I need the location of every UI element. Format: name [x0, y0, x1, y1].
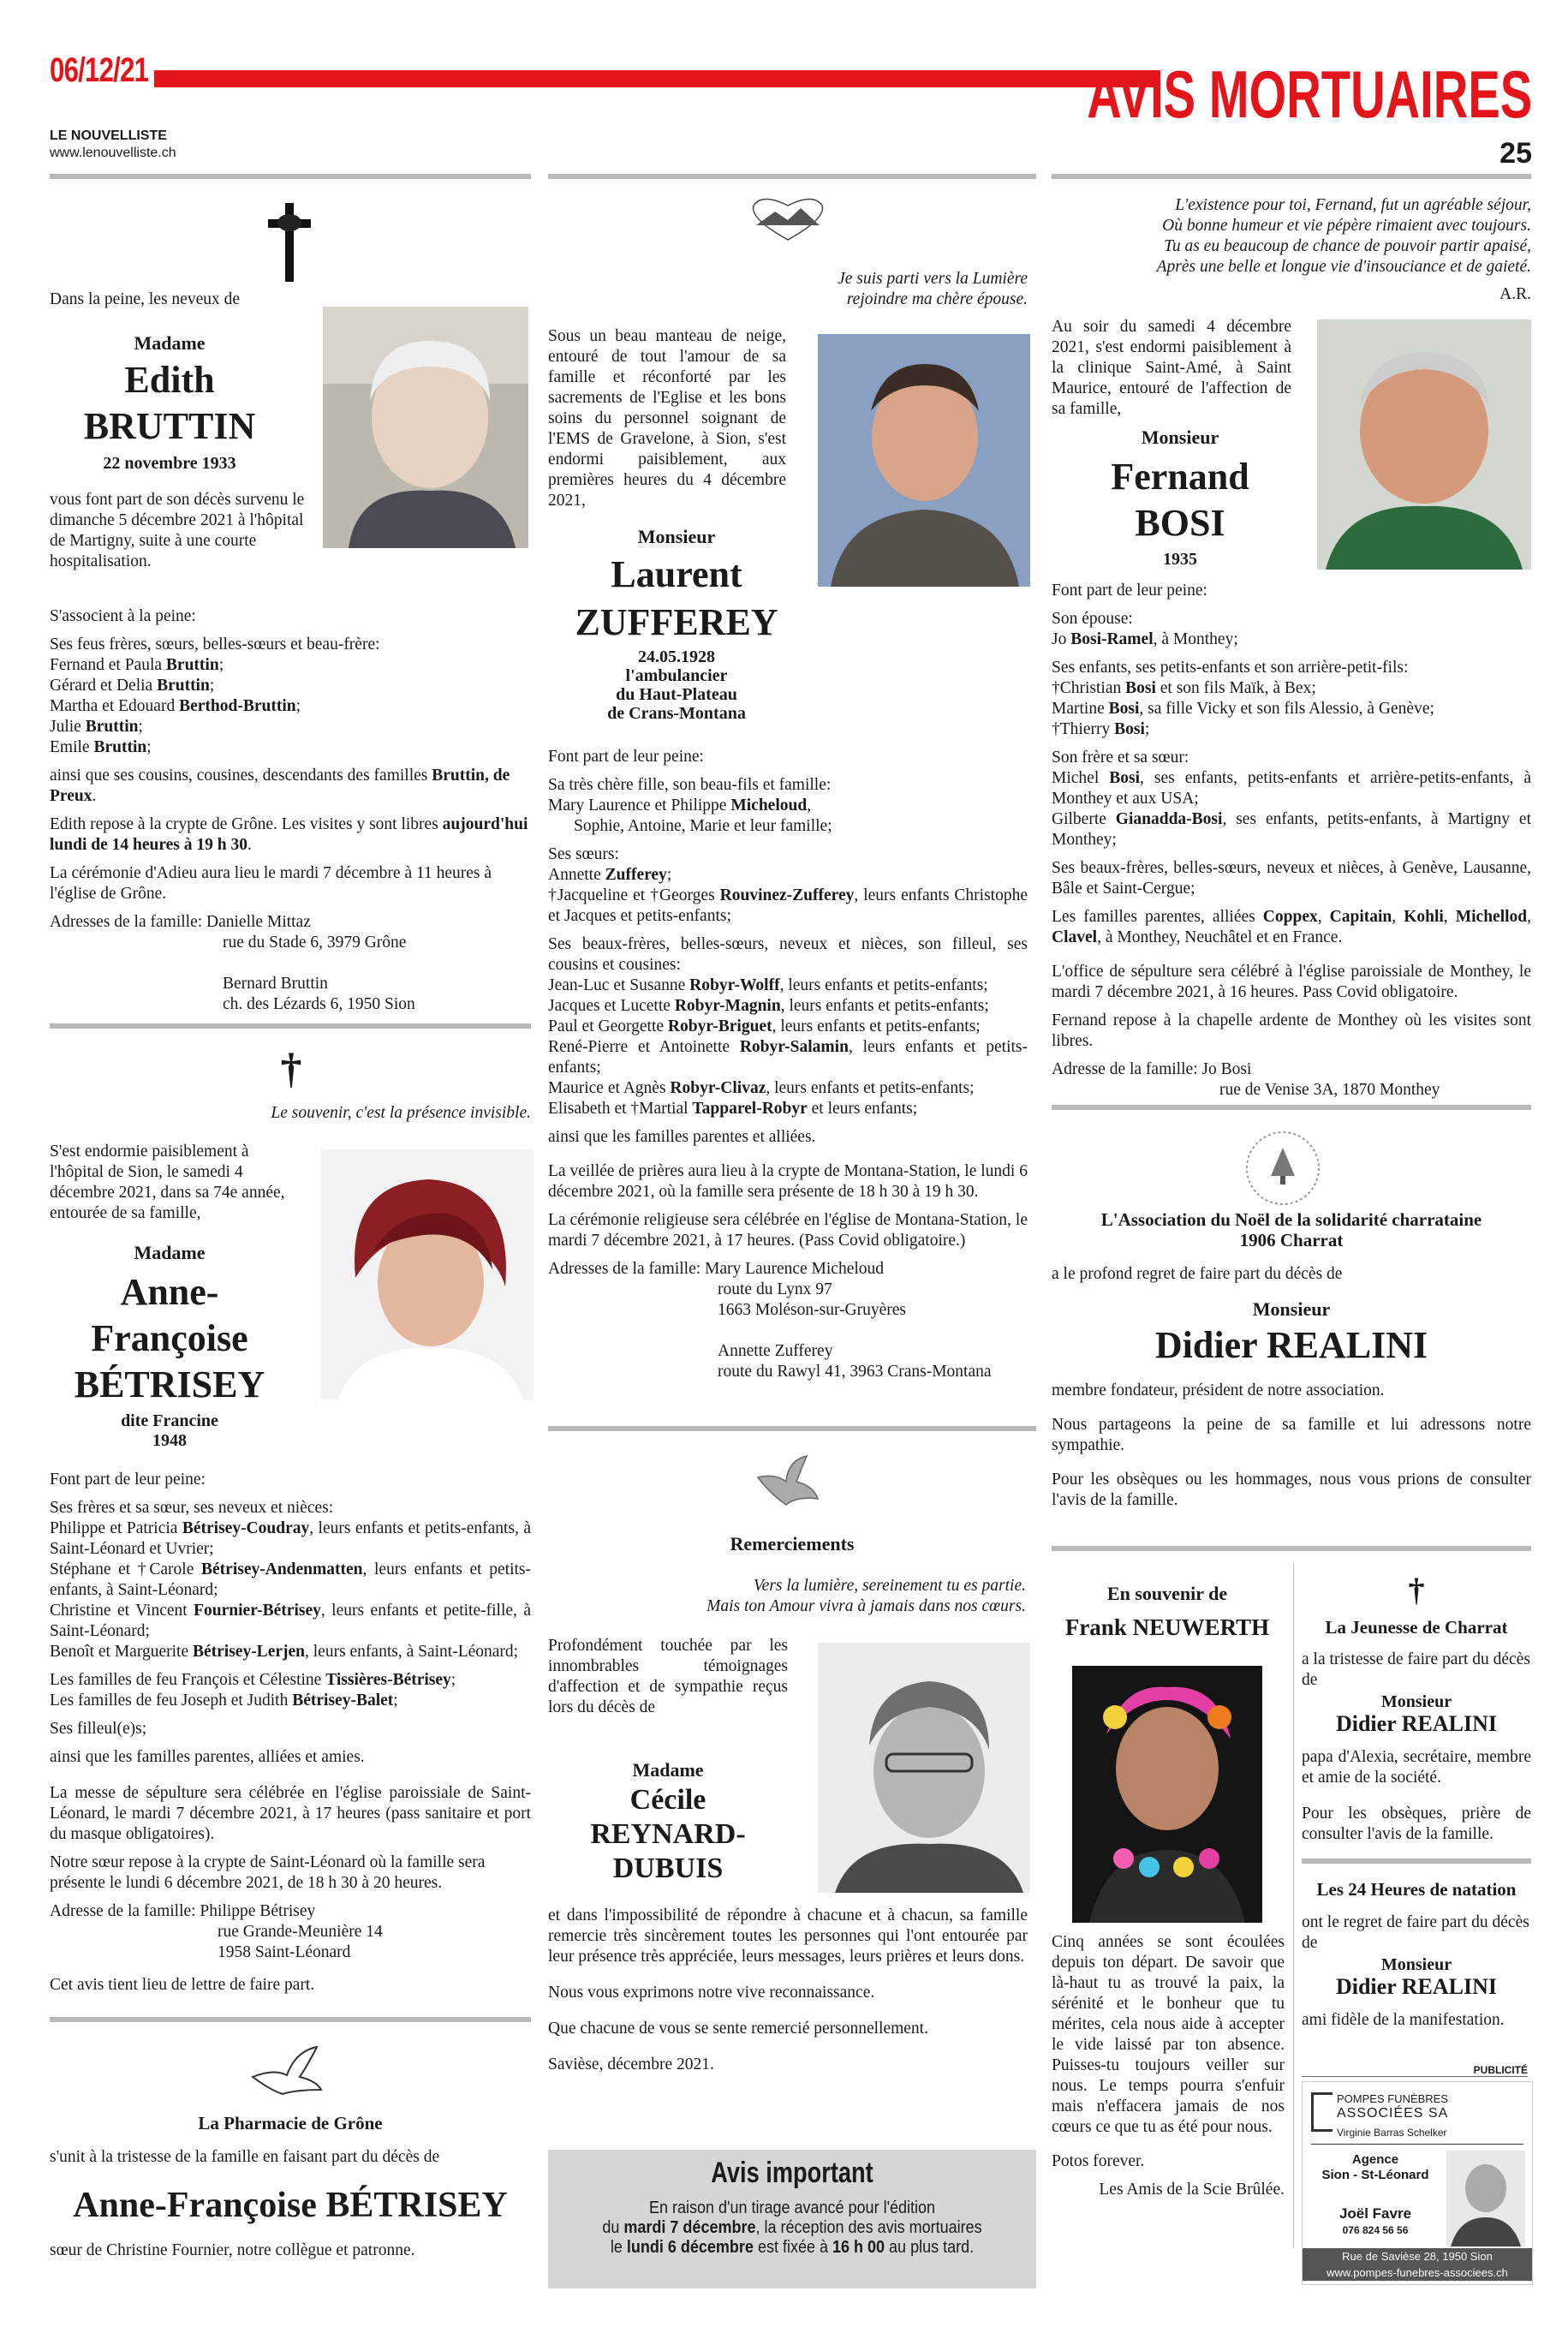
bosi-l1b: Bosi-Ramel — [1070, 630, 1154, 648]
bruttin-l3e: ; — [295, 697, 301, 715]
betrisey-l4: Benoît et Marguerite — [50, 1643, 193, 1661]
bosi-p7: L'office de sépulture sera célébré à l'église paroissiale de Monthey, le mardi 7 décembre 2021, à 16 heures. Pass Covid obligatoire. — [1052, 963, 1531, 1001]
jeunesse-p1: papa d'Alexia, secrétaire, membre et amie de la société. — [1302, 1748, 1531, 1787]
betrisey-l4e: , leurs enfants, à Saint-Léonard; — [305, 1643, 519, 1661]
bosi-l6e: , ses enfants, petits-enfants, à Martigny et Monthey; — [1052, 810, 1531, 849]
paper-site: www.lenouvelliste.ch — [50, 146, 176, 160]
pub-photo — [1446, 2151, 1525, 2246]
important-l3b: lundi 6 décembre — [626, 2238, 754, 2257]
pub-label: PUBLICITÉ — [1302, 2064, 1528, 2077]
bosi-p6g: , — [1443, 908, 1456, 926]
bruttin-l5e: ; — [146, 738, 152, 756]
bosi-intro: Au soir du samedi 4 décembre 2021, s'est endormi paisiblement à la clinique Saint-Amé, à Saint Maurice, entouré de l'affection de sa famille, — [1052, 318, 1291, 418]
heart-mountain-icon — [741, 193, 835, 244]
col1-top-rule — [50, 174, 531, 179]
pub-agency1: Agence — [1351, 2152, 1399, 2167]
zufferey-title: Monsieur — [637, 526, 716, 547]
bosi-l5b: Bosi — [1109, 769, 1141, 787]
zufferey-intro: Sous un beau manteau de neige, entouré de tout l'amour de sa famille et réconforté par les sacrements de l'Eglise et les bons soins du personnel soignant de l'EMS de Gravelone, à Sion, s'est endormi paisiblement, aux premières heures du 4 décembre 2021, — [548, 327, 786, 510]
zufferey-l3b: Zufferey — [605, 866, 667, 884]
bosi-p3: Ses enfants, ses petits-enfants et son arrière-petit-fils: — [1052, 659, 1409, 677]
jeunesse-title: Monsieur — [1380, 1692, 1452, 1711]
bruttin-l2: Gérard et Delia — [50, 677, 158, 695]
bosi-l4b: Bosi — [1114, 720, 1145, 738]
bosi-p6e: , — [1392, 908, 1404, 926]
betrisey-p6: Notre sœur repose à la crypte de Saint-Léonard où la famille sera présente le lundi 6 décembre 2021, de 18 h 30 à 20 heures. — [50, 1853, 486, 1892]
zufferey-l2: Sophie, Antoine, Marie et leur famille; — [574, 817, 832, 835]
zufferey-l10e: et leurs enfants; — [807, 1100, 918, 1118]
important-l3a: le — [610, 2238, 627, 2257]
zufferey-l1e: , — [807, 797, 812, 814]
bosi-l4: †Thierry — [1052, 720, 1115, 738]
bruttin-p6: La cérémonie d'Adieu aura lieu le mardi 7 décembre à 11 heures à l'église de Grône. — [50, 864, 492, 903]
betrisey-p7: Cet avis tient lieu de lettre de faire part. — [50, 1976, 315, 1994]
neuwerth-body — [1052, 1932, 1285, 2208]
bruttin-body — [50, 606, 531, 1015]
betrisey-dite: dite Francine — [121, 1411, 218, 1430]
betrisey-p3: Ses filleul(e)s; — [50, 1720, 147, 1738]
zufferey-p3: Ses sœurs: — [548, 845, 619, 863]
betrisey-l3e: , leurs enfants et petite-fille, à Saint-Léonard; — [50, 1602, 531, 1640]
pub-line2: ASSOCIÉES SA — [1337, 2106, 1449, 2121]
pub-logo-icon — [1311, 2092, 1333, 2132]
bruttin-address — [50, 912, 531, 1015]
reynard-p2: Nous vous exprimons notre vive reconnaissance. — [548, 1984, 875, 2002]
betrisey-title: Madame — [134, 1242, 206, 1263]
bruttin-l2b: Bruttin — [157, 677, 210, 695]
zufferey-l4b: Rouvinez-Zufferey — [719, 886, 855, 904]
zufferey-p6: La veillée de prières aura lieu à la crypte de Montana-Station, le lundi 6 décembre 2021, où la famille sera présente de 18 h 30 à 19 h 30. — [548, 1162, 1028, 1201]
neuwerth-photo — [1072, 1666, 1262, 1923]
bosi-sign: A.R. — [1499, 285, 1531, 303]
zufferey-l8e: , leurs enfants et petits-enfants; — [548, 1038, 1028, 1077]
pub-separator — [1311, 2144, 1523, 2145]
bosi-p6b: Coppex — [1262, 908, 1318, 926]
zufferey-p5: ainsi que les familles parentes et alliées. — [548, 1128, 816, 1146]
betrisey-l5e: ; — [450, 1671, 456, 1689]
zufferey-l7: Paul et Georgette — [548, 1017, 668, 1035]
betrisey-l2b: Bétrisey-Andenmatten — [201, 1560, 363, 1578]
jeunesse-name: Didier REALINI — [1335, 1711, 1498, 1736]
neuwerth-p3: Les Amis de la Scie Brûlée. — [1099, 2181, 1285, 2199]
zufferey-l6: Jacques et Lucette — [548, 997, 675, 1015]
betrisey-addr2: 1958 Saint-Léonard — [218, 1943, 351, 1961]
zufferey-fam2 — [548, 844, 1028, 927]
bosi-addr-label: Adresse de la famille: Jo Bosi — [1052, 1060, 1252, 1078]
pub-person: Joël Favre — [1338, 2205, 1412, 2222]
zufferey-p1: Font part de leur peine: — [548, 748, 704, 766]
noel-org1: L'Association du Noël de la solidarité charrataine — [1100, 1209, 1482, 1230]
betrisey-address — [50, 1901, 531, 1963]
bruttin-l4: Julie — [50, 718, 86, 736]
zufferey-l7b: Robyr-Briguet — [667, 1017, 772, 1035]
bosi-l3: Martine — [1052, 700, 1109, 718]
bruttin-addr3: ch. des Lézards 6, 1950 Sion — [223, 995, 415, 1013]
zufferey-l1b: Micheloud — [730, 797, 808, 814]
bosi-first: Fernand — [1111, 456, 1249, 498]
zufferey-l9e: , leurs enfants et petits-enfants; — [766, 1079, 975, 1097]
bosi-title: Monsieur — [1141, 427, 1219, 448]
bosi-photo — [1317, 319, 1531, 570]
bruttin-l5: Emile — [50, 738, 94, 756]
zufferey-l4: †Jacqueline et †Georges — [548, 886, 720, 904]
bruttin-p4 — [50, 766, 531, 807]
bosi-l2e: et son fils Maïk, à Bex; — [1155, 679, 1316, 697]
betrisey-l2: Stéphane et †Carole — [50, 1560, 202, 1578]
neuwerth-p1: Cinq années se sont écoulées depuis ton départ. De savoir que là-haut tu as trouvé la paix, la sérénité et le bonheur que tu mérites, cela nous aide à accepter le vide laissé par ton absence. Puisses-tu toujours veiller sur nous. Le temps pourra s'enfuir mais n'effacera jamais de nos cœurs ce que tu as été pour nous. — [1052, 1933, 1285, 2136]
natation-name: Didier REALINI — [1335, 1974, 1498, 1999]
natation-p1: ami fidèle de la manifestation. — [1302, 2011, 1505, 2029]
col2-rule-2 — [548, 1426, 1036, 1431]
zufferey-sub3: de Crans-Montana — [607, 704, 746, 723]
header-date: 06/12/21 — [50, 51, 149, 89]
bruttin-p5 — [50, 814, 531, 856]
zufferey-l5e: , leurs enfants et petits-enfants; — [779, 976, 988, 994]
important-line1: En raison d'un tirage avancé pour l'édition — [648, 2199, 936, 2217]
bruttin-family — [50, 635, 531, 758]
bosi-address — [1052, 1059, 1531, 1101]
col3-rule-3 — [1052, 1546, 1531, 1551]
important-title: Avis important — [711, 2157, 873, 2189]
betrisey-l4b: Bétrisey-Lerjen — [192, 1643, 305, 1661]
bosi-p2: Son épouse: — [1052, 610, 1133, 628]
jeunesse-p2: Pour les obsèques, prière de consulter l'avis de la famille. — [1302, 1805, 1531, 1843]
bruttin-title: Madame — [134, 332, 206, 354]
zufferey-last: ZUFFEREY — [575, 601, 778, 643]
bruttin-p4e: . — [92, 787, 97, 805]
zufferey-l1: Mary Laurence et Philippe — [548, 797, 731, 814]
bruttin-p2: S'associent à la peine: — [50, 607, 196, 625]
col3b-rule-1 — [1302, 1859, 1531, 1864]
zufferey-l4e: , leurs enfants Christophe et Jacques et petits-enfants; — [548, 886, 1028, 925]
bruttin-first: Edith — [124, 359, 215, 401]
bruttin-p5e: . — [247, 836, 252, 854]
bosi-body — [1052, 581, 1531, 1108]
betrisey-year: 1948 — [152, 1431, 187, 1450]
bruttin-p1: vous font part de son décès survenu le dimanche 5 décembre 2021 à l'hôpital de Martigny, suite à une courte hospitalisation. — [50, 491, 305, 570]
betrisey-l6: Les familles de feu Joseph et Judith — [50, 1692, 293, 1709]
bosi-p6h: Michellod — [1455, 908, 1528, 926]
zufferey-l5: Jean-Luc et Susanne — [548, 976, 690, 994]
zufferey-addr1: route du Lynx 97 — [718, 1280, 832, 1298]
reynard-p3: Que chacune de vous se sente remercié personnellement. — [548, 2020, 928, 2038]
col2-top-rule — [548, 174, 1036, 179]
natation-text: ont le regret de faire part du décès de — [1302, 1913, 1529, 1952]
bosi-p6k: , à Monthey, Neuchâtel et en France. — [1097, 928, 1343, 946]
noel-org2: 1906 Charrat — [1239, 1230, 1344, 1250]
zufferey-l3: Annette — [548, 866, 605, 884]
pub-agency2: Sion - St-Léonard — [1321, 2168, 1429, 2182]
zufferey-fam1 — [548, 775, 1028, 837]
pub-line1: POMPES FUNÈBRES — [1337, 2092, 1449, 2105]
col1-rule-3 — [50, 2017, 531, 2022]
bruttin-l5b: Bruttin — [93, 738, 147, 756]
header-red-bar — [154, 70, 1160, 87]
bosi-p6a: Les familles parentes, alliées — [1052, 908, 1263, 926]
bruttin-l4b: Bruttin — [85, 718, 139, 736]
noel-name: Didier REALINI — [1154, 1324, 1428, 1366]
betrisey-p1: Font part de leur peine: — [50, 1471, 206, 1489]
pub-phone: 076 824 56 56 — [1342, 2224, 1409, 2236]
reynard-first: Cécile — [629, 1784, 706, 1816]
bruttin-l3b: Berthod-Bruttin — [179, 697, 296, 715]
zufferey-l6b: Robyr-Magnin — [674, 997, 781, 1015]
bosi-last: BOSI — [1135, 502, 1225, 544]
natation-title: Monsieur — [1380, 1955, 1452, 1974]
jeunesse-org: La Jeunesse de Charrat — [1325, 1617, 1508, 1638]
bruttin-l3: Martha et Edouard — [50, 697, 180, 715]
bruttin-l4e: ; — [138, 718, 143, 736]
zufferey-l10b: Tapparel-Robyr — [692, 1100, 808, 1118]
bosi-poem4: Après une belle et longue vie d'insouciance et de gaieté. — [1156, 258, 1531, 276]
bosi-poem1: L'existence pour toi, Fernand, fut un agréable séjour, — [1175, 196, 1531, 214]
bosi-l1e: , à Monthey; — [1153, 630, 1238, 648]
reynard-intro: Profondément touchée par les innombrables témoignages d'affection et de sympathie reçus lors du décès de — [548, 1637, 788, 1716]
betrisey-cross: † — [280, 1044, 302, 1092]
reynard-body — [548, 1906, 1028, 2083]
betrisey-p5: La messe de sépulture sera célébrée en l'église paroissiale de Saint-Léonard, le mardi 7 décembre 2021, à 17 heures (pass sanitaire et port du masque obligatoires). — [50, 1784, 531, 1843]
bosi-p1: Font part de leur peine: — [1052, 582, 1207, 600]
reynard-last2: DUBUIS — [612, 1853, 724, 1884]
zufferey-sub1: l'ambulancier — [625, 666, 728, 685]
zufferey-p4: Ses beaux-frères, belles-sœurs, neveux et nièces, son filleul, ses cousins et cousines: — [548, 935, 1028, 974]
betrisey-l6e: ; — [393, 1692, 398, 1709]
bosi-fam2 — [1052, 658, 1531, 740]
important-line3 — [573, 2238, 1012, 2258]
zufferey-first: Laurent — [611, 553, 742, 595]
bosi-l4e: ; — [1144, 720, 1150, 738]
paper-name: LE NOUVELLISTE — [50, 128, 167, 143]
natation-org: Les 24 Heures de natation — [1316, 1879, 1517, 1900]
bosi-p6c: , — [1317, 908, 1330, 926]
zufferey-fam3 — [548, 934, 1028, 1119]
bosi-p4: Son frère et sa sœur: — [1052, 749, 1189, 767]
zufferey-quote1: Je suis parti vers la Lumière — [838, 270, 1028, 288]
zufferey-address — [548, 1259, 1028, 1382]
bruttin-addr1: rue du Stade 6, 3979 Grône — [223, 934, 407, 952]
bruttin-p4a: ainsi que ses cousins, cousines, descendants des familles — [50, 767, 432, 785]
dove-icon — [248, 2043, 325, 2103]
betrisey-l2e: , leurs enfants et petits-enfants, à Saint-Léonard; — [50, 1560, 531, 1599]
important-l3c: est fixée à — [753, 2238, 832, 2257]
pub-line3: Virginie Barras Schelker — [1337, 2127, 1447, 2139]
zufferey-addr4: route du Rawyl 41, 3963 Crans-Montana — [718, 1363, 992, 1381]
bruttin-p4b: Bruttin, de Preux — [50, 767, 510, 805]
bosi-fam1 — [1052, 609, 1531, 650]
betrisey-intro: S'est endormie paisiblement à l'hôpital de Sion, le samedi 4 décembre 2021, dans sa 74e année, entourée de sa famille, — [50, 1143, 285, 1222]
important-l3e: au plus tard. — [885, 2238, 975, 2257]
neuwerth-heading: En souvenir de — [1106, 1583, 1228, 1604]
reynard-title: Madame — [632, 1759, 704, 1781]
pub-website[interactable]: www.pompes-funebres-associees.ch — [1303, 2264, 1532, 2281]
bosi-poem3: Tu as eu beaucoup de chance de pouvoir partir apaisé, — [1164, 237, 1531, 255]
noel-p3: Pour les obsèques ou les hommages, nous vous prions de consulter l'avis de la famille. — [1052, 1471, 1531, 1509]
betrisey-body — [50, 1470, 531, 2003]
reynard-heading: Remerciements — [730, 1533, 855, 1554]
cross-icon — [264, 199, 315, 284]
important-l2a: du — [602, 2218, 624, 2237]
bosi-l2: †Christian — [1052, 679, 1126, 697]
col1-rule-2 — [50, 1023, 531, 1029]
important-l3d: 16 h 00 — [832, 2238, 885, 2257]
bruttin-p3: Ses feus frères, sœurs, belles-sœurs et beau-frère: — [50, 635, 380, 653]
bruttin-addr2: Bernard Bruttin — [223, 975, 328, 993]
reynard-quote1: Vers la lumière, sereinement tu es partie. — [753, 1577, 1026, 1595]
bosi-l2b: Bosi — [1125, 679, 1156, 697]
important-l2c: , la réception des avis mortuaires — [755, 2218, 982, 2237]
betrisey-l3b: Fournier-Bétrisey — [194, 1602, 321, 1620]
bosi-poem — [1052, 195, 1531, 313]
zufferey-l9b: Robyr-Clivaz — [670, 1079, 766, 1097]
col3-top-rule — [1052, 174, 1531, 179]
page-number: 25 — [1499, 137, 1532, 170]
betrisey-p2: Ses frères et sa sœur, ses neveux et nièces: — [50, 1499, 334, 1517]
betrisey-feu — [50, 1670, 531, 1711]
pharmacie-sub: sœur de Christine Fournier, notre collègue et patronne. — [50, 2241, 415, 2259]
zufferey-l3e: ; — [666, 866, 672, 884]
bosi-l6: Gilberte — [1052, 810, 1116, 828]
pharmacie-name: Anne-Françoise BÉTRISEY — [73, 2186, 508, 2225]
neuwerth-name: Frank NEUWERTH — [1064, 1614, 1270, 1640]
bosi-p6j: Clavel — [1052, 928, 1098, 946]
noel-body — [1052, 1381, 1531, 1519]
bruttin-l1e: ; — [218, 656, 224, 674]
bosi-poem2: Où bonne humeur et vie pépère rimaient avec toujours. — [1162, 217, 1531, 235]
betrisey-l5b: Tissières-Bétrisey — [325, 1671, 451, 1689]
betrisey-last: BÉTRISEY — [74, 1363, 265, 1405]
bruttin-l1b: Bruttin — [165, 656, 219, 674]
bosi-p5: Ses beaux-frères, belles-sœurs, neveux et nièces, à Genève, Lausanne, Bâle et Saint-Cergue; — [1052, 859, 1531, 898]
jeunesse-text: a la tristesse de faire part du décès de — [1302, 1650, 1530, 1689]
betrisey-l1e: , leurs enfants et petits-enfants, à Saint-Léonard et Uvrier; — [50, 1519, 531, 1558]
reynard-last1: REYNARD- — [590, 1818, 746, 1850]
zufferey-p7: La cérémonie religieuse sera célébrée en l'église de Montana-Station, le mardi 7 décembre 2021, à 17 heures. (Pass Covid obligatoire.) — [548, 1211, 1028, 1250]
reynard-p1: et dans l'impossibilité de répondre à chacune et à chacun, sa famille remercie très sincèrement toutes les personnes qui l'ont entourée par leur présence très appréciée, leurs messages, leurs prières et leurs dons. — [548, 1906, 1028, 1966]
zufferey-sub2: du Haut-Plateau — [616, 685, 737, 704]
bruttin-addr-label: Adresses de la famille: Danielle Mittaz — [50, 913, 311, 931]
betrisey-addr-label: Adresse de la famille: Philippe Bétrisey — [50, 1902, 316, 1920]
important-l2b: mardi 7 décembre — [623, 2218, 756, 2237]
bruttin-l2e: ; — [209, 677, 215, 695]
zufferey-l8b: Robyr-Salamin — [739, 1038, 849, 1056]
bruttin-p5a: Edith repose à la crypte de Grône. Les visites y sont libres — [50, 815, 443, 833]
betrisey-family — [50, 1498, 531, 1662]
noel-logo-icon — [1243, 1129, 1322, 1208]
bruttin-date: 22 novembre 1933 — [103, 454, 236, 473]
betrisey-l3: Christine et Vincent — [50, 1602, 194, 1620]
reynard-p4: Savièse, décembre 2021. — [548, 2056, 714, 2073]
zufferey-body — [548, 747, 1028, 1390]
bosi-l3b: Bosi — [1108, 700, 1140, 718]
dove-icon — [754, 1452, 822, 1512]
zufferey-photo — [818, 334, 1030, 587]
betrisey-l6b: Bétrisey-Balet — [292, 1692, 394, 1709]
zufferey-l6e: , leurs enfants et petits-enfants; — [780, 997, 989, 1015]
betrisey-l5: Les familles de feu François et Célestine — [50, 1671, 326, 1689]
betrisey-photo — [321, 1149, 534, 1399]
betrisey-l1b: Bétrisey-Coudray — [182, 1519, 310, 1537]
jeunesse-cross: † — [1408, 1572, 1425, 1608]
zufferey-l7e: , leurs enfants et petits-enfants; — [772, 1017, 981, 1035]
reynard-quote2: Mais ton Amour vivra à jamais dans nos cœurs. — [706, 1597, 1026, 1615]
noel-title: Monsieur — [1252, 1298, 1331, 1320]
bosi-l1: Jo — [1052, 630, 1071, 648]
bosi-fam3 — [1052, 748, 1531, 850]
bruttin-intro: Dans la peine, les neveux de — [50, 290, 241, 308]
zufferey-addr-label: Adresses de la famille: Mary Laurence Micheloud — [548, 1260, 885, 1278]
pub-ad[interactable] — [1302, 2081, 1533, 2285]
section-title: AVIS MORTUAIRES — [1086, 57, 1532, 132]
noel-text: a le profond regret de faire part du décès de — [1052, 1265, 1343, 1283]
bosi-l5: Michel — [1052, 769, 1110, 787]
betrisey-first: Anne-Françoise — [91, 1271, 248, 1359]
noel-p1: membre fondateur, président de notre association. — [1052, 1381, 1385, 1399]
bosi-l6b: Gianadda-Bosi — [1115, 810, 1223, 828]
bosi-p8: Fernand repose à la chapelle ardente de Monthey où les visites sont libres. — [1052, 1011, 1531, 1050]
betrisey-addr1: rue Grande-Meunière 14 — [218, 1923, 383, 1941]
bosi-l5e: , ses enfants, petits-enfants et arrière-petits-enfants, à Monthey et aux USA; — [1052, 769, 1531, 808]
bruttin-l1: Fernand et Paula — [50, 656, 166, 674]
reynard-photo — [818, 1643, 1030, 1893]
neuwerth-p2: Potos forever. — [1052, 2152, 1145, 2170]
pub-address: Rue de Savièse 28, 1950 Sion — [1303, 2248, 1532, 2264]
zufferey-l10: Elisabeth et †Martial — [548, 1100, 693, 1118]
zufferey-l5b: Robyr-Wolff — [689, 976, 780, 994]
zufferey-date: 24.05.1928 — [638, 647, 715, 666]
bosi-p6i: , — [1527, 908, 1532, 926]
bosi-year: 1935 — [1163, 550, 1197, 569]
betrisey-l1: Philippe et Patricia — [50, 1519, 182, 1537]
col3-vertical-divider — [1293, 1563, 1294, 2248]
betrisey-p4: ainsi que les familles parentes, alliées et amies. — [50, 1748, 365, 1766]
noel-p2: Nous partageons la peine de sa famille et lui adressons notre sympathie. — [1052, 1416, 1531, 1454]
pharmacie-text: s'unit à la tristesse de la famille en faisant part du décès de — [50, 2148, 440, 2166]
bosi-l3e: , sa fille Vicky et son fils Alessio, à Genève; — [1139, 700, 1434, 718]
important-line2 — [573, 2218, 1012, 2238]
bosi-p6f: Kohli — [1404, 908, 1444, 926]
zufferey-addr2: 1663 Moléson-sur-Gruyères — [718, 1301, 907, 1319]
zufferey-l9: Maurice et Agnès — [548, 1079, 671, 1097]
zufferey-l8: René-Pierre et Antoinette — [548, 1038, 740, 1056]
bosi-p6 — [1052, 907, 1531, 948]
zufferey-p2: Sa très chère fille, son beau-fils et famille: — [548, 776, 832, 794]
zufferey-addr3: Annette Zufferey — [718, 1342, 833, 1360]
bosi-addr1: rue de Venise 3A, 1870 Monthey — [1219, 1081, 1440, 1099]
bosi-p6d: Capitain — [1329, 908, 1392, 926]
bruttin-photo — [323, 307, 528, 548]
important-box — [548, 2150, 1036, 2288]
col3-rule-2 — [1052, 1105, 1531, 1110]
bruttin-last: BRUTTIN — [83, 405, 256, 447]
bruttin-p5b: aujourd'hui lundi de 14 heures à 19 h 30 — [50, 815, 528, 854]
zufferey-quote2: rejoindre ma chère épouse. — [846, 290, 1028, 308]
pharmacie-org: La Pharmacie de Grône — [198, 2113, 383, 2133]
betrisey-quote: Le souvenir, c'est la présence invisible. — [271, 1104, 531, 1122]
